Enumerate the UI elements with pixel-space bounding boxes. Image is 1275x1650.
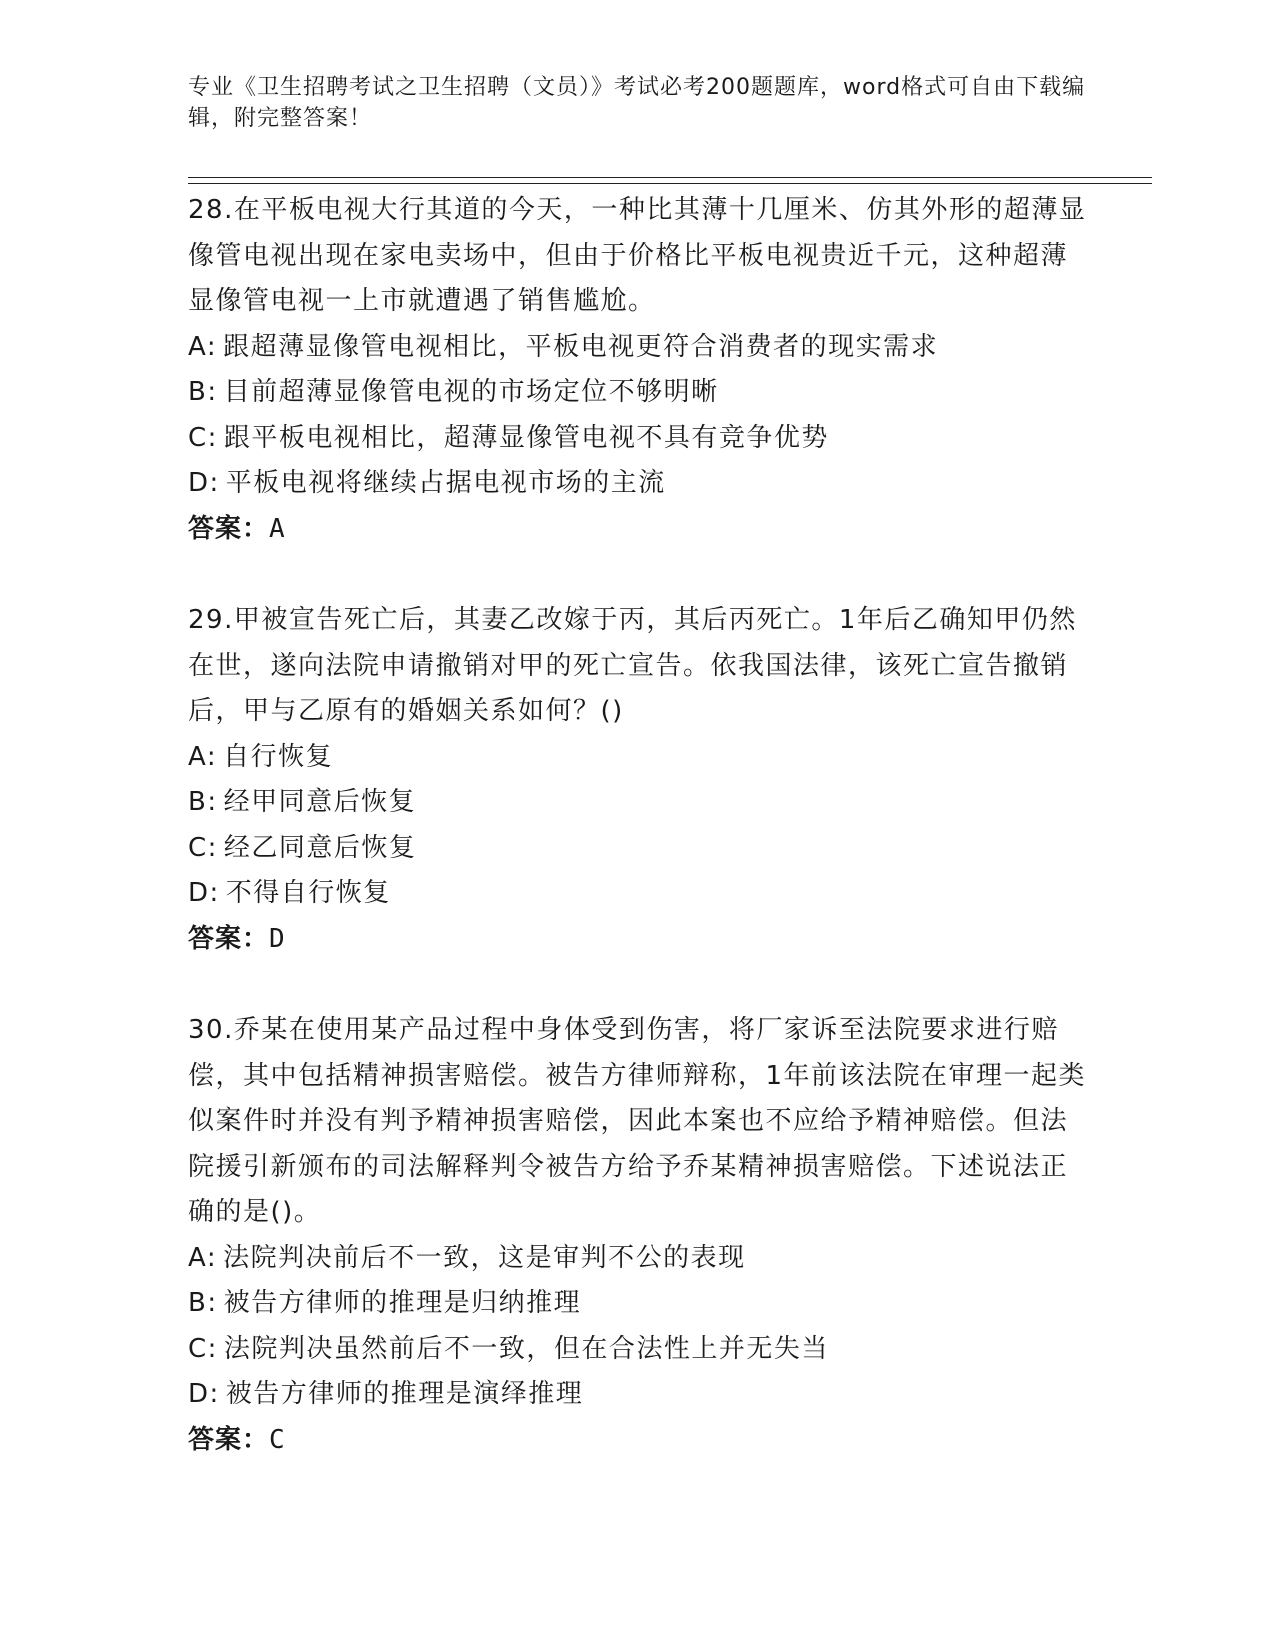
question-30 <box>188 1008 1088 1463</box>
document-header <box>188 72 1088 134</box>
answer-line <box>188 507 1088 553</box>
header-divider-top <box>188 177 1152 178</box>
option-text: 被告方律师的推理是演绎推理 <box>225 1379 584 1409</box>
option-text: 经乙同意后恢复 <box>223 832 417 863</box>
option-d <box>188 1372 1088 1418</box>
option-text: 经甲同意后恢复 <box>223 787 417 817</box>
option-letter: A: <box>188 741 218 772</box>
option-text: 自行恢复 <box>223 741 334 772</box>
option-letter: D: <box>188 878 220 908</box>
option-letter: B: <box>188 787 218 817</box>
answer-value: A <box>269 513 286 544</box>
answer-label: 答案： <box>188 513 270 544</box>
option-text: 目前超薄显像管电视的市场定位不够明晰 <box>223 377 719 407</box>
answer-line <box>188 1418 1088 1464</box>
header-divider-bottom <box>188 183 1152 184</box>
question-28 <box>188 188 1088 552</box>
option-text: 平板电视将继续占据电视市场的主流 <box>225 468 666 498</box>
question-stem: 30.乔某在使用某产品过程中身体受到伤害，将厂家诉至法院要求进行赔偿，其中包括精神损害赔偿。被告方律师辩称，1年前该法院在审理一起类似案件时并没有判予精神损害赔偿，因此本案也不应给予精神赔偿。但法院援引新颁布的司法解释判令被告方给予乔某精神损害赔偿。下述说法正确的是()。 <box>188 1015 1087 1227</box>
option-letter: C: <box>188 1333 218 1364</box>
option-text: 法院判决虽然前后不一致，但在合法性上并无失当 <box>223 1333 829 1364</box>
question-29 <box>188 598 1088 962</box>
option-c <box>188 826 1088 872</box>
question-stem: 28.在平板电视大行其道的今天，一种比其薄十几厘米、仿其外形的超薄显像管电视出现在家电卖场中，但由于价格比平板电视贵近千元，这种超薄显像管电视一上市就遭遇了销售尴尬。 <box>188 195 1087 316</box>
option-text: 法院判决前后不一致，这是审判不公的表现 <box>223 1242 746 1273</box>
option-letter: C: <box>188 832 218 863</box>
option-text: 不得自行恢复 <box>225 878 391 908</box>
option-letter: A: <box>188 331 218 362</box>
option-letter: B: <box>188 377 218 407</box>
option-b <box>188 370 1088 416</box>
option-letter: D: <box>188 468 220 498</box>
answer-line <box>188 917 1088 963</box>
option-letter: A: <box>188 1242 218 1273</box>
option-a <box>188 325 1088 371</box>
option-text: 跟平板电视相比，超薄显像管电视不具有竞争优势 <box>223 422 829 453</box>
option-c <box>188 416 1088 462</box>
option-d <box>188 871 1088 917</box>
answer-label: 答案： <box>188 923 270 954</box>
answer-value: D <box>269 923 286 954</box>
header-text: 专业《卫生招聘考试之卫生招聘（文员）》考试必考200题题库，word格式可自由下载编辑，附完整答案！ <box>188 75 1086 131</box>
answer-label: 答案： <box>188 1424 270 1455</box>
option-letter: B: <box>188 1288 218 1318</box>
option-d <box>188 461 1088 507</box>
option-b <box>188 1281 1088 1327</box>
option-c <box>188 1327 1088 1373</box>
option-text: 跟超薄显像管电视相比，平板电视更符合消费者的现实需求 <box>223 331 939 362</box>
option-b <box>188 780 1088 826</box>
option-a <box>188 1236 1088 1282</box>
option-letter: C: <box>188 422 218 453</box>
answer-value: C <box>269 1424 286 1455</box>
question-stem: 29.甲被宣告死亡后，其妻乙改嫁于丙，其后丙死亡。1年后乙确知甲仍然在世，遂向法院申请撤销对甲的死亡宣告。依我国法律，该死亡宣告撤销后，甲与乙原有的婚姻关系如何？() <box>188 605 1077 726</box>
option-letter: D: <box>188 1379 220 1409</box>
option-a <box>188 735 1088 781</box>
option-text: 被告方律师的推理是归纳推理 <box>223 1288 582 1318</box>
